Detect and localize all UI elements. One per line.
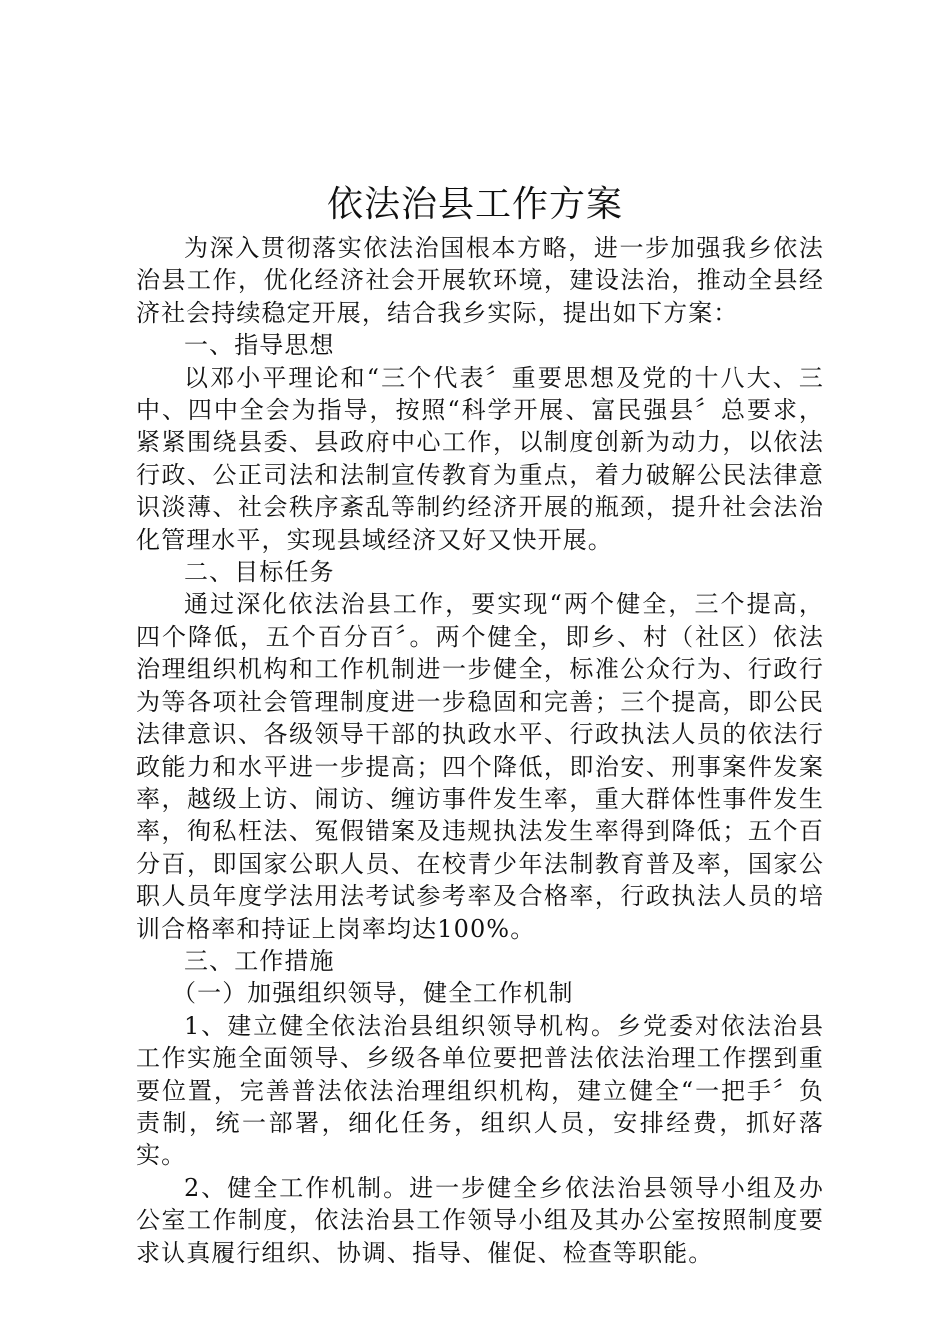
document-title: 依法治县工作方案 (326, 184, 623, 225)
guiding-ideology-paragraph: 以邓小平理论和“三个代表〞重要思想及党的十八大、三中、四中全会为指导，按照“科学开展、富民强县〞总要求，紧紧围绕县委、县政府中心工作，以制度创新为动力，以依法行政、公正司法和法制宣传教育为重点，着力破解公民法律意识淡薄、社会秩序紊乱等制约经济开展的瓶颈，提升社会法治化管理水平，实现县域经济又好又快开展。 (136, 363, 824, 554)
section-heading-work-measures: 三、工作措施 (184, 946, 335, 975)
goals-tasks-paragraph: 通过深化依法治县工作，要实现“两个健全，三个提高，四个降低，五个百分百〞。两个健全，即乡、村（社区）依法治理组织机构和工作机制进一步健全，标准公众行为、行政行为等各项社会管理制度进一步稳固和完善；三个提高，即公民法律意识、各级领导干部的执政水平、行政执法人员的依法行政能力和水平进一步提高；四个降低，即治安、刑事案件发案率，越级上访、闹访、缠访事件发生率，重大群体性事件发生率，徇私枉法、冤假错案及违规执法发生率得到降低；五个百分百，即国家公职人员、在校青少年法制教育普及率，国家公职人员年度学法用法考试参考率及合格率，行政执法人员的培训合格率和持证上岗率均达100%。 (136, 590, 824, 943)
intro-paragraph: 为深入贯彻落实依法治国根本方略，进一步加强我乡依法治县工作，优化经济社会开展软环境，建设法治，推动全县经济社会持续稳定开展，结合我乡实际，提出如下方案： (136, 234, 824, 327)
subheading-organization-leadership: （一）加强组织领导，健全工作机制 (172, 979, 574, 1008)
section-heading-goals-tasks: 二、目标任务 (184, 558, 335, 587)
document-body (136, 232, 824, 1269)
measure-item-2: 2、健全工作机制。进一步健全乡依法治县领导小组及办公室工作制度，依法治县工作领导小组及其办公室按照制度要求认真履行组织、协调、指导、催促、检查等职能。 (136, 1173, 824, 1267)
section-heading-guiding-ideology: 一、指导思想 (184, 331, 335, 360)
measure-item-1: 1、建立健全依法治县组织领导机构。乡党委对依法治县工作实施全面领导、乡级各单位要把普法依法治理工作摆到重要位置，完善普法依法治理组织机构，建立健全“一把手〞负责制，统一部署，细化任务，组织人员，安排经费，抓好落实。 (136, 1011, 824, 1170)
